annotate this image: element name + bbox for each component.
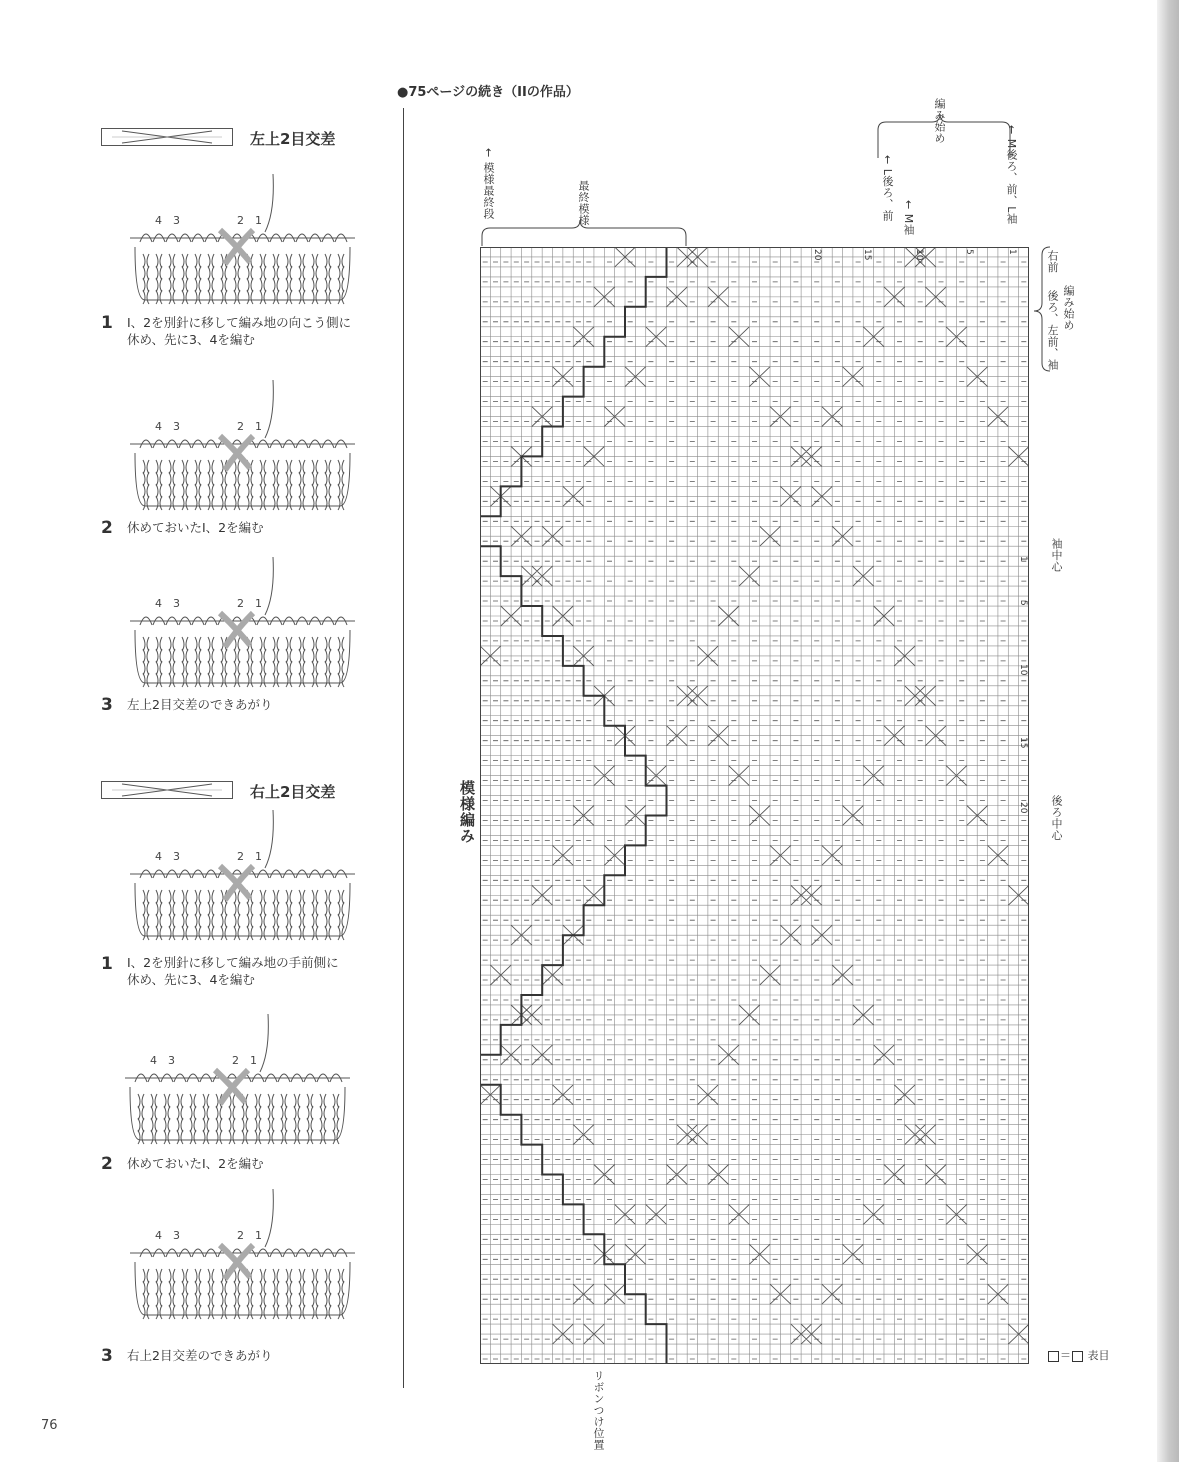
right-cross-illustration-1 bbox=[125, 808, 360, 943]
stitch-number-label: 4 bbox=[155, 214, 162, 227]
right-step-1-text: I、2を別針に移して編み地の手前側に 休め、先に3、4を編む bbox=[127, 955, 339, 987]
stitch-number-label: 4 bbox=[155, 420, 162, 433]
back-center-label: 後ろ中心 bbox=[1050, 795, 1063, 841]
start-knitting-side-label: 編み始め bbox=[1062, 285, 1075, 331]
stitch-number-label: 2 bbox=[237, 214, 244, 227]
right-cross-title: 右上2目交差 bbox=[250, 783, 336, 801]
stitch-number-label: 2 bbox=[232, 1054, 239, 1067]
stitch-number-label: 2 bbox=[237, 850, 244, 863]
legend-knit-box-icon bbox=[1072, 1351, 1083, 1362]
stitch-number-label: 3 bbox=[173, 214, 180, 227]
left-step-2-text: 休めておいたI、2を編む bbox=[127, 520, 264, 535]
right-cross-illustration-2 bbox=[120, 1012, 355, 1147]
back-left-front-sleeve-label: 後ろ、左前、袖 bbox=[1046, 290, 1059, 371]
right-cross-illustration-3 bbox=[125, 1187, 360, 1322]
stitch-number-label: 1 bbox=[255, 420, 262, 433]
m-back-front-l-sleeve-label: ← M後ろ、前、L袖 bbox=[1005, 125, 1018, 225]
sleeve-center-label: 袖中心 bbox=[1050, 538, 1063, 573]
stitch-number-label: 1 bbox=[255, 850, 262, 863]
right-step-2-number: 2 bbox=[101, 1154, 113, 1174]
left-cross-illustration-2 bbox=[125, 378, 360, 513]
page-edge bbox=[1157, 0, 1179, 1462]
ribbon-position-label: リボンつけ位置 bbox=[592, 1370, 605, 1451]
pattern-last-row-label: ← 模様最終段 bbox=[482, 148, 495, 220]
right-step-2-text: 休めておいたI、2を編む bbox=[127, 1156, 264, 1171]
stitch-number-label: 2 bbox=[237, 597, 244, 610]
stitch-number-label: 1 bbox=[255, 597, 262, 610]
start-knitting-top-label: 編み始め bbox=[933, 98, 946, 144]
side-number-1: 1 bbox=[1018, 556, 1028, 562]
top-number-5: 5 bbox=[964, 249, 974, 255]
stitch-number-label: 1 bbox=[255, 214, 262, 227]
side-bracket bbox=[1028, 245, 1058, 375]
left-step-1-text: I、2を別針に移して編み地の向こう側に 休め、先に3、4を編む bbox=[127, 315, 352, 347]
left-step-2-number: 2 bbox=[101, 518, 113, 538]
stitch-number-label: 4 bbox=[155, 597, 162, 610]
stitch-number-label: 3 bbox=[173, 420, 180, 433]
left-step-3-text: 左上2目交差のできあがり bbox=[127, 697, 273, 712]
right-front-label: 右前 bbox=[1046, 250, 1059, 273]
final-pattern-label: 最終模様 bbox=[577, 180, 590, 226]
right-step-1-number: 1 bbox=[101, 954, 113, 974]
legend-empty-box-icon bbox=[1048, 1351, 1059, 1362]
l-back-front-label: ← L後ろ、前 bbox=[881, 155, 894, 222]
stitch-number-label: 2 bbox=[237, 420, 244, 433]
side-number-15: 15 bbox=[1018, 737, 1028, 749]
right-cross-symbol bbox=[101, 781, 233, 799]
legend-text: 表目 bbox=[1087, 1349, 1110, 1362]
stitch-number-label: 4 bbox=[155, 1229, 162, 1242]
right-step-3-number: 3 bbox=[101, 1346, 113, 1366]
stitch-number-label: 1 bbox=[250, 1054, 257, 1067]
left-cross-illustration-3 bbox=[125, 555, 360, 690]
left-cross-illustration-1 bbox=[125, 172, 360, 307]
column-divider bbox=[403, 108, 404, 1388]
bullet-icon: ● bbox=[397, 85, 409, 100]
top-number-1: 1 bbox=[1007, 249, 1017, 255]
stitch-number-label: 1 bbox=[255, 1229, 262, 1242]
stitch-number-label: 3 bbox=[173, 1229, 180, 1242]
side-number-20: 20 bbox=[1018, 802, 1028, 814]
right-step-3-text: 右上2目交差のできあがり bbox=[127, 1348, 273, 1363]
page-number: 76 bbox=[41, 1418, 58, 1433]
stitch-number-label: 3 bbox=[168, 1054, 175, 1067]
top-number-20: 20 bbox=[812, 249, 822, 261]
stitch-number-label: 3 bbox=[173, 597, 180, 610]
legend: ＝ 表目 bbox=[1047, 1347, 1110, 1363]
stitch-number-label: 3 bbox=[173, 850, 180, 863]
left-step-3-number: 3 bbox=[101, 695, 113, 715]
start-bracket bbox=[870, 110, 1020, 160]
left-step-1-number: 1 bbox=[101, 313, 113, 333]
stitch-number-label: 2 bbox=[237, 1229, 244, 1242]
left-cross-title: 左上2目交差 bbox=[250, 130, 336, 148]
final-pattern-bracket bbox=[480, 218, 690, 248]
side-number-5: 5 bbox=[1018, 600, 1028, 606]
top-number-10: 10 bbox=[914, 249, 924, 261]
pattern-knitting-label: 模様編み bbox=[458, 780, 476, 844]
left-cross-symbol bbox=[101, 128, 233, 146]
side-number-10: 10 bbox=[1018, 664, 1028, 676]
stitch-number-label: 4 bbox=[150, 1054, 157, 1067]
continued-heading: ●75ページの続き（IIの作品） bbox=[397, 85, 579, 100]
stitch-number-label: 4 bbox=[155, 850, 162, 863]
m-sleeve-label: ← M袖 bbox=[902, 200, 915, 236]
knitting-chart bbox=[480, 247, 1029, 1364]
top-number-15: 15 bbox=[862, 249, 872, 261]
